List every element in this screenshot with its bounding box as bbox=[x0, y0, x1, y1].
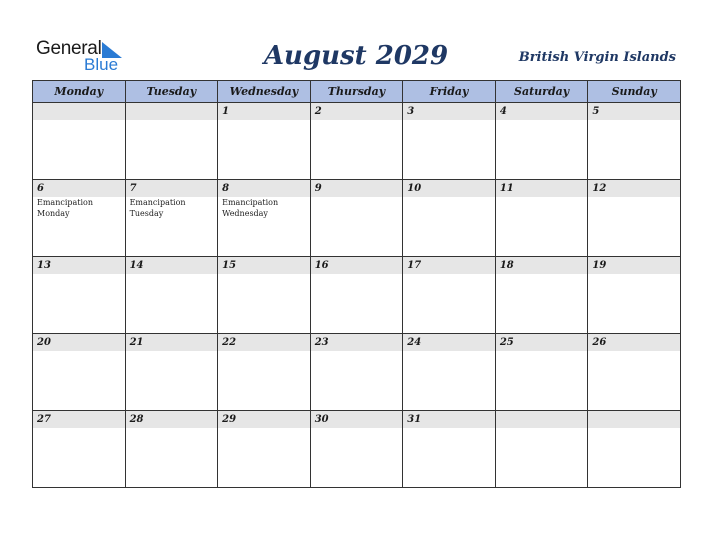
day-cell bbox=[125, 103, 218, 180]
logo-text-general: General bbox=[36, 38, 102, 59]
day-number: 15 bbox=[218, 257, 310, 274]
day-cell bbox=[403, 257, 496, 334]
day-cell bbox=[33, 334, 126, 411]
day-number: 12 bbox=[588, 180, 680, 197]
day-cell bbox=[588, 257, 681, 334]
day-cell bbox=[125, 334, 218, 411]
day-number: 25 bbox=[496, 334, 588, 351]
day-number: 11 bbox=[496, 180, 588, 197]
day-number: 14 bbox=[126, 257, 218, 274]
day-cell bbox=[588, 334, 681, 411]
holiday-label: Emancipation Tuesday bbox=[129, 198, 186, 218]
week-row bbox=[33, 334, 681, 411]
calendar-body bbox=[33, 103, 681, 488]
day-cell bbox=[588, 411, 681, 488]
day-number: 30 bbox=[311, 411, 403, 428]
day-number: 8 bbox=[218, 180, 310, 197]
holiday-label: Emancipation Monday bbox=[37, 198, 94, 218]
day-number bbox=[588, 411, 680, 428]
weekday-header: Monday bbox=[33, 81, 126, 103]
day-cell bbox=[125, 411, 218, 488]
week-row bbox=[33, 103, 681, 180]
country-name: British Virgin Islands bbox=[518, 50, 676, 65]
calendar-title: August 2029 bbox=[263, 41, 449, 71]
holiday-label: Emancipation Wednesday bbox=[222, 198, 279, 218]
day-number: 22 bbox=[218, 334, 310, 351]
day-number bbox=[126, 103, 218, 120]
day-cell bbox=[310, 257, 403, 334]
weekday-header-row bbox=[33, 81, 681, 103]
day-number: 17 bbox=[403, 257, 495, 274]
day-number: 19 bbox=[588, 257, 680, 274]
day-cell bbox=[495, 180, 588, 257]
day-cell bbox=[403, 411, 496, 488]
day-number bbox=[33, 103, 125, 120]
day-cell bbox=[403, 103, 496, 180]
day-number: 5 bbox=[588, 103, 680, 120]
weekday-header: Tuesday bbox=[125, 81, 218, 103]
weekday-header: Saturday bbox=[495, 81, 588, 103]
day-cell bbox=[33, 411, 126, 488]
day-number: 2 bbox=[311, 103, 403, 120]
day-cell bbox=[588, 180, 681, 257]
day-cell bbox=[218, 257, 311, 334]
day-cell bbox=[588, 103, 681, 180]
day-number: 20 bbox=[33, 334, 125, 351]
day-number: 26 bbox=[588, 334, 680, 351]
day-number: 13 bbox=[33, 257, 125, 274]
day-cell bbox=[33, 180, 126, 257]
day-cell bbox=[310, 411, 403, 488]
weekday-header: Wednesday bbox=[218, 81, 311, 103]
day-number: 7 bbox=[126, 180, 218, 197]
day-cell bbox=[310, 103, 403, 180]
day-cell bbox=[310, 180, 403, 257]
calendar-grid bbox=[32, 80, 681, 488]
day-number: 9 bbox=[311, 180, 403, 197]
day-cell bbox=[125, 257, 218, 334]
day-cell bbox=[495, 257, 588, 334]
day-cell bbox=[33, 103, 126, 180]
day-number: 1 bbox=[218, 103, 310, 120]
day-number bbox=[496, 411, 588, 428]
week-row bbox=[33, 180, 681, 257]
day-cell bbox=[495, 411, 588, 488]
day-number: 23 bbox=[311, 334, 403, 351]
day-number: 24 bbox=[403, 334, 495, 351]
week-row bbox=[33, 257, 681, 334]
day-number: 3 bbox=[403, 103, 495, 120]
logo-text-blue: Blue bbox=[84, 55, 119, 74]
day-number: 27 bbox=[33, 411, 125, 428]
day-cell bbox=[218, 334, 311, 411]
day-cell bbox=[33, 257, 126, 334]
day-number: 16 bbox=[311, 257, 403, 274]
day-cell bbox=[403, 180, 496, 257]
weekday-header: Sunday bbox=[588, 81, 681, 103]
day-cell bbox=[495, 334, 588, 411]
day-number: 31 bbox=[403, 411, 495, 428]
day-number: 18 bbox=[496, 257, 588, 274]
day-cell bbox=[310, 334, 403, 411]
day-number: 10 bbox=[403, 180, 495, 197]
day-number: 28 bbox=[126, 411, 218, 428]
day-number: 6 bbox=[33, 180, 125, 197]
day-number: 21 bbox=[126, 334, 218, 351]
day-cell bbox=[125, 180, 218, 257]
day-cell bbox=[218, 103, 311, 180]
week-row bbox=[33, 411, 681, 488]
day-cell bbox=[495, 103, 588, 180]
day-cell bbox=[403, 334, 496, 411]
day-number: 29 bbox=[218, 411, 310, 428]
weekday-header: Thursday bbox=[310, 81, 403, 103]
day-cell bbox=[218, 180, 311, 257]
day-number: 4 bbox=[496, 103, 588, 120]
day-cell bbox=[218, 411, 311, 488]
weekday-header: Friday bbox=[403, 81, 496, 103]
